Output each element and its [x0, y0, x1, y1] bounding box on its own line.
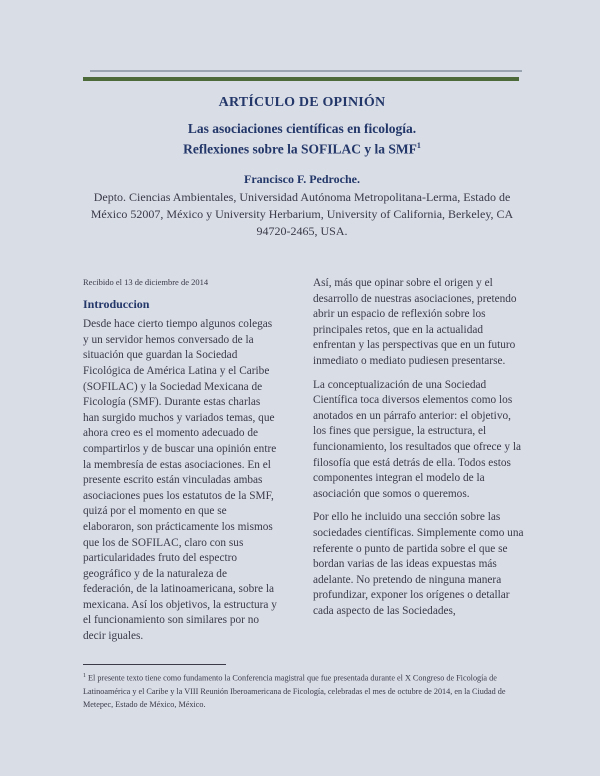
author-name: Francisco F. Pedroche.: [244, 171, 360, 186]
footnote-mark: 1: [83, 673, 86, 679]
section-heading-introduccion: Introduccion: [83, 296, 150, 311]
body-paragraph-3: Por ello he incluido una sección sobre las sociedades científicas. Simplemente como una referente o punto de partida sobre el que se bordan varias de las ideas expuestas más adelante. No pretendo de ninguna manera profundizar, exponer los orígenes o detallar cada aspecto de las Sociedades,: [313, 511, 524, 617]
intro-paragraph: Desde hace cierto tiempo algunos colegas y un servidor hemos conversado de la situación que guardan la Sociedad Ficológica de América Latina y el Caribe (SOFILAC) y la Sociedad Mexicana de Ficología (SMF). Durante estas charlas han surgido muchos y variados temas, que ahora creo es el momento adecuado de compartirlos y de buscar una opinión entre la membresía de estas asociaciones. En el presente escrito están vinculadas ambas asociaciones pues los estatutos de la SMF, quizá por el momento en que se elaboraron, son prácticamente los mismos que los de SOFILAC, claro con sus particularidades fruto del espectro geográfico y de la naturaleza de federación, de la latinoamericana, sobre la mexicana. Así los objetivos, la estructura y el funcionamiento son similares por no decir iguales.: [83, 318, 277, 643]
left-column: [83, 275, 278, 653]
top-rule-light: [90, 70, 522, 72]
title-line-1: Las asociaciones científicas en ficología.: [187, 121, 417, 136]
article-title: [82, 120, 522, 158]
right-column: [313, 276, 525, 627]
body-paragraph-2: La conceptualización de una Sociedad Científica toca diversos elementos como los anotados en un párrafo anterior: el objetivo, los fines que persigue, la estructura, el funcionamiento, los resultados que ofrece y la filosofía que está detrás de ella. Todos estos componentes integran el modelo de la asociación que somos o queremos.: [313, 378, 521, 500]
author-affiliation: Depto. Ciencias Ambientales, Universidad Autónoma Metropolitana-Lerma, Estado de México 52007, México y University Herbarium, University of California, Berkeley, CA 94720-2465, USA.: [90, 189, 514, 238]
body-paragraph-1: Así, más que opinar sobre el origen y el desarrollo de nuestras asociaciones, pretendo abrir un espacio de reflexión sobre los principales retos, que en la actualidad enfrentan y las perspectivas que en un futuro inmediato o mediato pudiesen presentarse.: [313, 277, 517, 367]
top-rule-green: [83, 77, 519, 81]
footnote-rule: [83, 664, 226, 665]
footnote: [83, 670, 523, 711]
section-label: ARTÍCULO DE OPINIÓN: [218, 95, 386, 110]
received-date: Recibido el 13 de diciembre de 2014: [83, 277, 209, 287]
footnote-text: El presente texto tiene como fundamento la Conferencia magistral que fue presentada durante el X Congreso de Ficología de Latinoamérica y el Caribe y la VIII Reunión Iberoamericana de Ficología, celebradas el mes de octubre de 2014, en la Ciudad de Metepec, Estado de México, México.: [83, 673, 506, 709]
article-header: [82, 95, 522, 240]
title-footnote-mark[interactable]: 1: [416, 141, 421, 150]
title-line-2: Reflexiones sobre la SOFILAC y la SMF: [183, 141, 417, 157]
